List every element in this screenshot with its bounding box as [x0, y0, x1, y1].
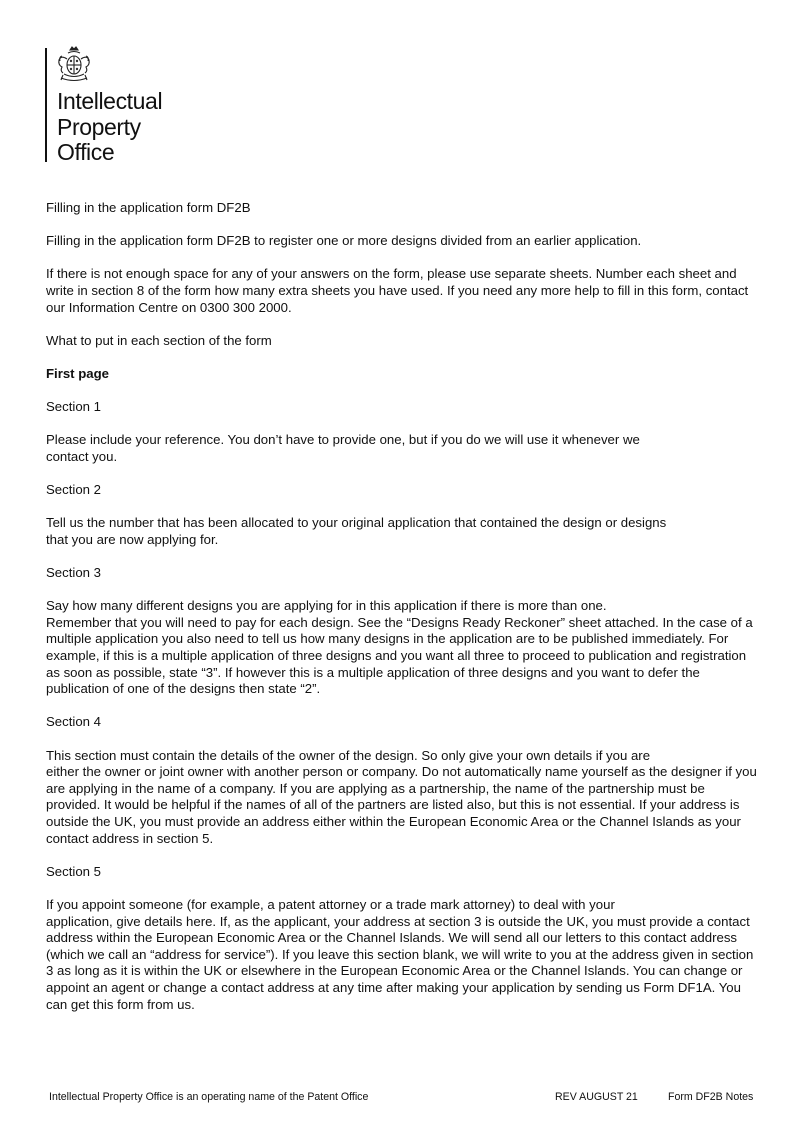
section-heading: Section 2 — [46, 482, 101, 498]
org-name: Intellectual Property Office — [57, 88, 163, 165]
section-body: Say how many different designs you are applying for in this application if there is more than one. Remember that you will need to pay for each design. See the “Designs Ready Reckoner” sheet attached. In the case of a multiple application you also need to tell us how many designs in the application are to be published immediately. For example, if this is a multiple application of three designs and you want all three to proceed to publication and registration as soon as possible, state “3”. If however this is a multiple application of three designs and you want to defer the publication of one of the designs then state “2”. — [46, 598, 753, 697]
doc-title: Filling in the application form DF2B — [46, 200, 251, 215]
logo-divider — [45, 48, 47, 162]
doc-intro: Filling in the application form DF2B to register one or more designs divided from an earlier application. — [46, 233, 642, 249]
section-heading: Section 4 — [46, 714, 101, 730]
document-body — [46, 200, 758, 1030]
ipo-logo — [45, 45, 205, 165]
section-body: This section must contain the details of the owner of the design. So only give your own details if you are either the owner or joint owner with another person or company. Do not automatically name yourself as the designer if you are applying in the name of a company. If you are applying as a partnership, the name of the partnership must be provided. It would be helpful if the names of all of the partners are listed also, but this is not essential. If your address is outside the UK, you must provide an address either within the European Economic Area or the Channel Islands as your contact address in section 5. — [46, 747, 757, 846]
section-body: Please include your reference. You don’t have to provide one, but if you do we will use it whenever we contact you. — [46, 432, 640, 464]
royal-crest-icon — [55, 45, 93, 85]
section-heading: Section 1 — [46, 399, 101, 415]
section-body: Tell us the number that has been allocated to your original application that contained the design or designs that you are now applying for. — [46, 515, 667, 547]
section-heading: Section 5 — [46, 863, 101, 879]
footer-revision: REV AUGUST 21 — [555, 1091, 638, 1103]
space-note: If there is not enough space for any of your answers on the form, please use separate sheets. Number each sheet and write in section 8 of the form how many extra sheets you have used. If you need any more help to fill in this form, contact our Information Centre on 0300 300 2000. — [46, 266, 749, 315]
first-page-heading: First page — [46, 365, 110, 381]
what-to-put-heading: What to put in each section of the form — [46, 332, 272, 348]
section-body: If you appoint someone (for example, a patent attorney or a trade mark attorney) to deal with your application, give details here. If, as the applicant, your address at section 3 is outside the UK, you must provide a contact address within the European Economic Area or the Channel Islands. We will send all our letters to this contact address (which we call an “address for service”). If you leave this section blank, we will write to you at the address given in section 3 as long as it is within the UK or elsewhere in the European Economic Area or the Channel Islands. You can change or appoint an agent or change a contact address at any time after making your application by sending us Form DF1A. You can get this form from us. — [46, 896, 754, 1012]
footer-form-ref: Form DF2B Notes — [668, 1091, 754, 1103]
section-heading: Section 3 — [46, 565, 101, 581]
footer-operating-name: Intellectual Property Office is an operating name of the Patent Office — [49, 1091, 369, 1103]
